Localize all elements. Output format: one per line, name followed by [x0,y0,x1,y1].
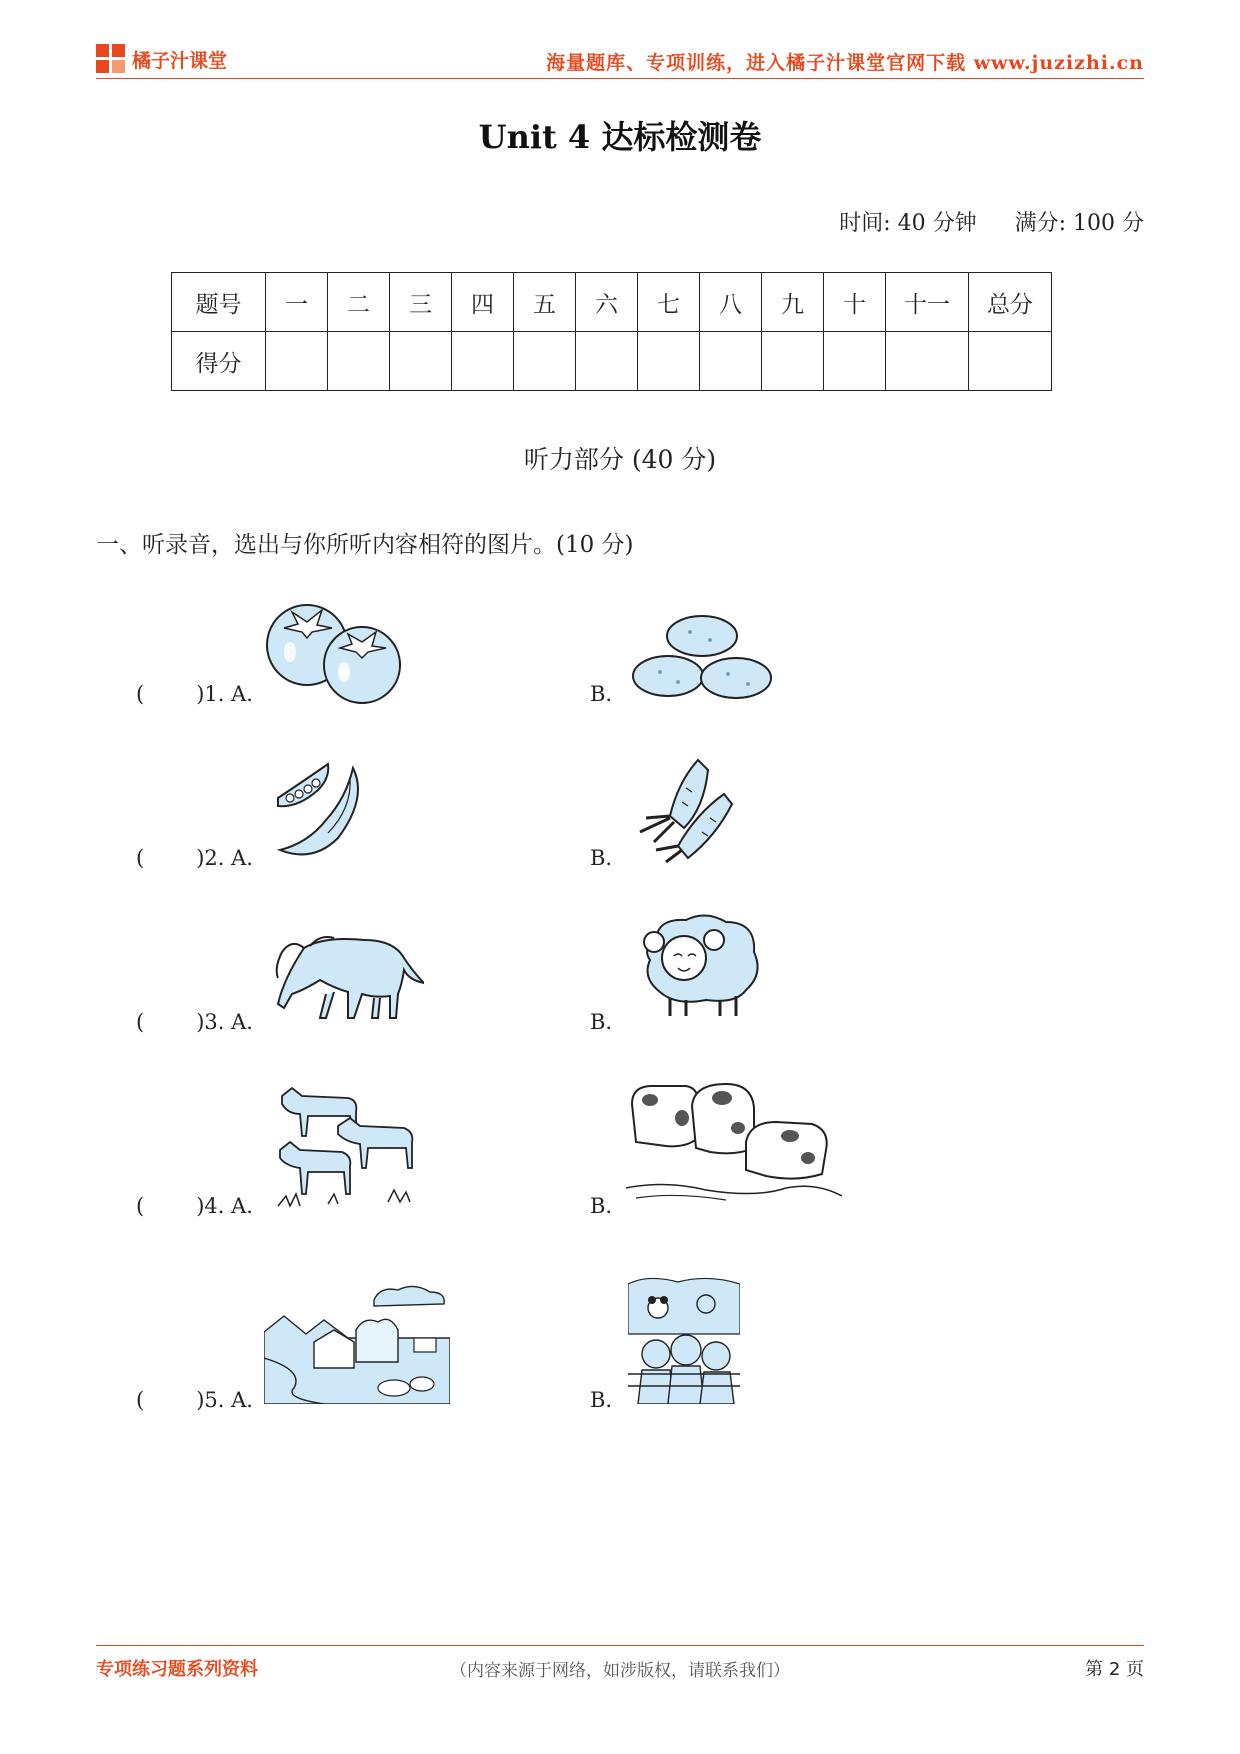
item-number: 2. [204,846,225,870]
question-1-item-2 [136,846,253,870]
option-b-label: B. [590,846,613,870]
option-a-label: A. [231,846,253,870]
page-title: Unit 4 达标检测卷 [478,118,762,156]
score-table-header-row [172,273,1052,332]
peas-icon [268,758,368,868]
footer-divider [96,1645,1144,1646]
question-1-heading: 一、听录音，选出与你所听内容相符的图片。(10 分) [96,532,634,558]
question-1-item-5 [136,1388,253,1412]
score-cell[interactable] [700,332,762,391]
item-number: 4. [204,1194,225,1218]
potatoes-icon [630,612,775,707]
footer-copyright-note: （内容来源于网络，如涉版权，请联系我们） [450,1661,790,1681]
score-cell[interactable] [390,332,452,391]
score-table [171,272,1052,391]
sheep-icon [626,912,766,1020]
col-header: 十 [824,273,886,332]
col-header: 总分 [969,273,1052,332]
score-cell[interactable] [452,332,514,391]
score-cell[interactable] [969,332,1052,391]
page-number [1085,1655,1144,1681]
col-header: 四 [452,273,514,332]
horse-icon [264,918,424,1026]
row-label-number: 题号 [172,273,266,332]
col-header: 八 [700,273,762,332]
goats-icon [268,1078,426,1210]
score-table-score-row [172,332,1052,391]
option-b-label: B. [590,1010,613,1034]
item-number: 1. [204,682,225,706]
answer-blank[interactable]: ( ) [136,1010,205,1034]
question-1-item-1 [136,682,253,706]
question-1-item-3 [136,1010,253,1034]
score-cell[interactable] [638,332,700,391]
page-number-value: 2 [1108,1659,1121,1680]
time-limit: 时间: 40 分钟 [839,211,977,236]
header-slogan: 海量题库、专项训练，进入橘子汁课堂官网下载 www.juzizhi.cn [546,52,1144,74]
question-1-item-4 [136,1194,253,1218]
score-cell[interactable] [762,332,824,391]
item-number: 3. [204,1010,225,1034]
option-a-label: A. [231,682,253,706]
full-score: 满分: 100 分 [1014,211,1144,236]
option-b-label: B. [590,682,613,706]
score-cell[interactable] [576,332,638,391]
farm-scene-icon [264,1280,450,1404]
header-divider [96,78,1144,79]
brand-name: 橘子汁课堂 [132,49,228,72]
score-cell[interactable] [514,332,576,391]
score-cell[interactable] [824,332,886,391]
zoo-scene-icon [628,1274,740,1404]
row-label-score: 得分 [172,332,266,391]
col-header: 二 [328,273,390,332]
cows-icon [626,1078,842,1210]
option-a-label: A. [231,1388,253,1412]
score-cell[interactable] [266,332,328,391]
exam-meta [839,206,1144,237]
footer-series-label: 专项练习题系列资料 [96,1659,258,1680]
page-prefix: 第 [1085,1659,1104,1680]
answer-blank[interactable]: ( ) [136,1194,205,1218]
logo-icon [96,44,126,74]
answer-blank[interactable]: ( ) [136,1388,205,1412]
col-header: 一 [266,273,328,332]
col-header: 七 [638,273,700,332]
answer-blank[interactable]: ( ) [136,682,205,706]
option-a-label: A. [231,1194,253,1218]
listening-section-title: 听力部分 (40 分) [523,445,717,474]
col-header: 三 [390,273,452,332]
option-b-label: B. [590,1388,613,1412]
score-cell[interactable] [328,332,390,391]
col-header: 六 [576,273,638,332]
carrots-icon [626,758,736,866]
option-b-label: B. [590,1194,613,1218]
option-a-label: A. [231,1010,253,1034]
col-header: 九 [762,273,824,332]
page-suffix: 页 [1126,1659,1144,1680]
col-header: 五 [514,273,576,332]
score-cell[interactable] [886,332,969,391]
brand-logo [96,44,227,74]
tomatoes-icon [262,600,412,705]
col-header: 十一 [886,273,969,332]
answer-blank[interactable]: ( ) [136,846,205,870]
item-number: 5. [204,1388,225,1412]
